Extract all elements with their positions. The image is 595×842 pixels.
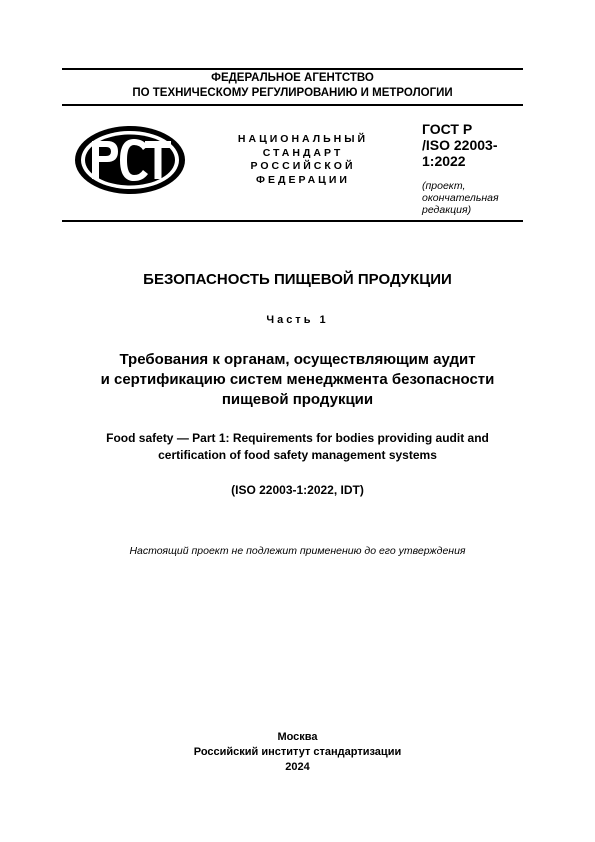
publisher: Российский институт стандартизации [193, 746, 402, 758]
document-title: БЕЗОПАСНОСТЬ ПИЩЕВОЙ ПРОДУКЦИИ [143, 271, 452, 288]
publication-city: Москва [277, 731, 318, 743]
agency-line-2: ПО ТЕХНИЧЕСКОМУ РЕГУЛИРОВАНИЮ И МЕТРОЛОГИИ [132, 87, 453, 99]
publication-info [40, 730, 555, 775]
agency-name [62, 71, 523, 101]
document-subtitle: Требования к органам, осуществляющим аудит и сертификацию систем менеджмента безопасности пищевой продукции [100, 351, 495, 408]
iso-reference: (ISO 22003-1:2022, IDT) [231, 483, 364, 497]
rst-logo-icon [73, 124, 187, 196]
header-rule [62, 104, 523, 106]
top-rule [62, 68, 523, 70]
part-label: Часть 1 [266, 314, 329, 326]
publication-year: 2024 [285, 761, 310, 773]
header-bottom-rule [62, 220, 523, 222]
agency-line-1: ФЕДЕРАЛЬНОЕ АГЕНТСТВО [211, 72, 374, 84]
english-title: Food safety — Part 1: Requirements for bodies providing audit and certification of food safety management systems [106, 431, 489, 462]
national-standard-label: НАЦИОНАЛЬНЫЙ СТАНДАРТ РОССИЙСКОЙ ФЕДЕРАЦИИ [237, 133, 369, 186]
status-note: (проект, окончательная редакция) [422, 180, 499, 216]
gost-number: ГОСТ Р /ISO 22003- 1:2022 [422, 121, 498, 169]
draft-note: Настоящий проект не подлежит применению до его утверждения [129, 545, 466, 557]
